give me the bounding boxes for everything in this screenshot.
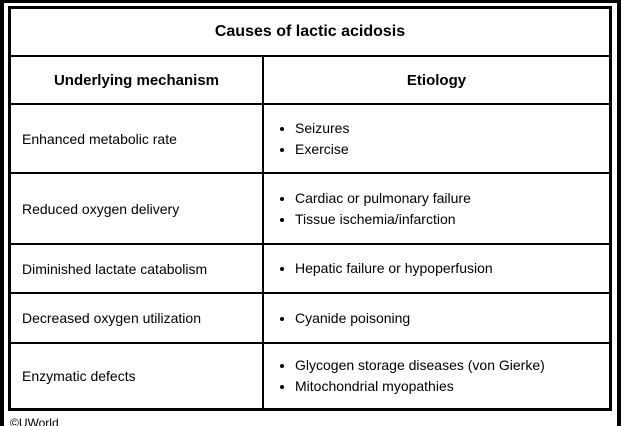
etiology-item: • Exercise — [295, 139, 349, 160]
etiology-item: • Tissue ischemia/infarction — [295, 209, 471, 230]
etiology-list — [264, 355, 545, 397]
table-row — [11, 342, 609, 408]
etiology-item: • Seizures — [295, 118, 349, 139]
table-row — [11, 172, 609, 243]
etiology-list — [264, 308, 410, 329]
table-row — [11, 243, 609, 292]
etiology-item: • Cardiac or pulmonary failure — [295, 188, 471, 209]
etiology-item: • Mitochondrial myopathies — [295, 376, 545, 397]
table-row — [11, 103, 609, 172]
etiology-list — [264, 258, 493, 279]
table-title: Causes of lactic acidosis — [214, 23, 406, 40]
uworld-copyright: ©UWorld — [10, 416, 59, 426]
header-etiology: Etiology — [406, 71, 467, 89]
header-row — [11, 55, 609, 103]
mechanism-cell: Decreased oxygen utilization — [11, 294, 264, 342]
etiology-list — [264, 118, 349, 160]
table-row — [11, 292, 609, 342]
etiology-cell — [264, 105, 609, 172]
mechanism-cell: Enzymatic defects — [11, 344, 264, 408]
etiology-item: • Glycogen storage diseases (von Gierke) — [295, 355, 545, 376]
mechanism-cell: Diminished lactate catabolism — [11, 245, 264, 292]
lactic-acidosis-table — [8, 6, 612, 411]
etiology-cell — [264, 245, 609, 292]
etiology-cell — [264, 344, 609, 408]
etiology-cell — [264, 174, 609, 243]
etiology-item: • Cyanide poisoning — [295, 308, 410, 329]
mechanism-cell: Enhanced metabolic rate — [11, 105, 264, 172]
header-underlying-mechanism: Underlying mechanism — [11, 57, 264, 103]
mechanism-cell: Reduced oxygen delivery — [11, 174, 264, 243]
etiology-item: • Hepatic failure or hypoperfusion — [295, 258, 493, 279]
etiology-list — [264, 188, 471, 230]
etiology-cell — [264, 294, 609, 342]
